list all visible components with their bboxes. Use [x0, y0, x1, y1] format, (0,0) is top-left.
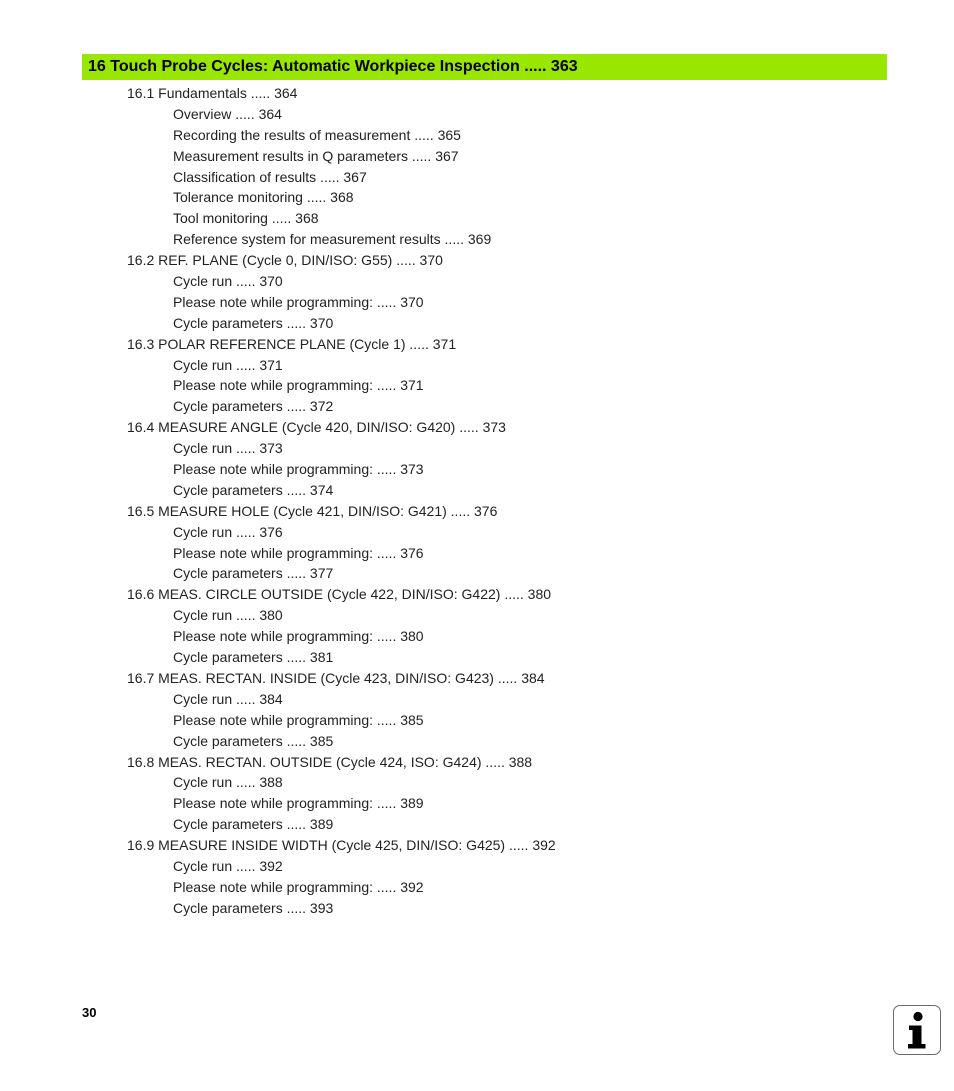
- toc-subsection-entry[interactable]: Overview ..... 364: [173, 105, 282, 122]
- table-of-contents: [0, 83, 954, 919]
- toc-subsection-entry[interactable]: Cycle run ..... 384: [173, 690, 283, 707]
- chapter-heading-bar: [82, 54, 887, 80]
- toc-section-entry[interactable]: 16.8 MEAS. RECTAN. OUTSIDE (Cycle 424, ISO: G424) ..... 388: [127, 753, 533, 770]
- toc-section-entry[interactable]: 16.4 MEASURE ANGLE (Cycle 420, DIN/ISO: G420) ..... 373: [127, 419, 506, 436]
- toc-section-entry[interactable]: 16.3 POLAR REFERENCE PLANE (Cycle 1) ..... 371: [127, 335, 457, 352]
- toc-subsection-entry[interactable]: Classification of results ..... 367: [173, 168, 367, 185]
- toc-section-entry[interactable]: 16.6 MEAS. CIRCLE OUTSIDE (Cycle 422, DIN/ISO: G422) ..... 380: [127, 586, 552, 603]
- toc-subsection-entry[interactable]: Please note while programming: ..... 373: [173, 461, 424, 478]
- toc-subsection-entry[interactable]: Cycle run ..... 392: [173, 857, 283, 874]
- toc-subsection-entry[interactable]: Please note while programming: ..... 380: [173, 628, 424, 645]
- toc-subsection-entry[interactable]: Cycle run ..... 388: [173, 774, 283, 791]
- toc-section-entry[interactable]: 16.2 REF. PLANE (Cycle 0, DIN/ISO: G55) ..... 370: [127, 252, 443, 269]
- toc-subsection-entry[interactable]: Please note while programming: ..... 370: [173, 293, 424, 310]
- toc-section-entry[interactable]: 16.1 Fundamentals ..... 364: [127, 85, 298, 101]
- toc-section-entry[interactable]: 16.9 MEASURE INSIDE WIDTH (Cycle 425, DIN/ISO: G425) ..... 392: [127, 837, 556, 854]
- toc-subsection-entry[interactable]: Cycle parameters ..... 381: [173, 649, 334, 666]
- toc-subsection-entry[interactable]: Please note while programming: ..... 376: [173, 544, 424, 561]
- page-number: 30: [82, 1005, 97, 1020]
- toc-subsection-entry[interactable]: Cycle run ..... 376: [173, 523, 283, 540]
- toc-subsection-entry[interactable]: Please note while programming: ..... 371: [173, 377, 424, 394]
- chapter-title[interactable]: 16 Touch Probe Cycles: Automatic Workpiece Inspection ..... 363: [88, 58, 578, 75]
- toc-subsection-entry[interactable]: Please note while programming: ..... 392: [173, 878, 424, 895]
- toc-subsection-entry[interactable]: Tolerance monitoring ..... 368: [173, 189, 354, 206]
- toc-subsection-entry[interactable]: Tool monitoring ..... 368: [173, 210, 319, 227]
- toc-subsection-entry[interactable]: Recording the results of measurement ..... 365: [173, 126, 461, 143]
- toc-subsection-entry[interactable]: Cycle parameters ..... 385: [173, 732, 334, 749]
- toc-subsection-entry[interactable]: Please note while programming: ..... 389: [173, 795, 424, 812]
- toc-subsection-entry[interactable]: Cycle parameters ..... 393: [173, 899, 334, 916]
- info-icon: [893, 1005, 941, 1055]
- toc-subsection-entry[interactable]: Cycle parameters ..... 372: [173, 398, 334, 415]
- toc-subsection-entry[interactable]: Cycle parameters ..... 377: [173, 565, 334, 582]
- toc-section-entry[interactable]: 16.5 MEASURE HOLE (Cycle 421, DIN/ISO: G421) ..... 376: [127, 502, 498, 519]
- toc-subsection-entry[interactable]: Cycle run ..... 380: [173, 607, 283, 624]
- toc-section-entry[interactable]: 16.7 MEAS. RECTAN. INSIDE (Cycle 423, DIN/ISO: G423) ..... 384: [127, 669, 545, 686]
- toc-subsection-entry[interactable]: Cycle run ..... 370: [173, 273, 283, 290]
- toc-subsection-entry[interactable]: Cycle parameters ..... 374: [173, 481, 334, 498]
- toc-subsection-entry[interactable]: Reference system for measurement results ..... 369: [173, 231, 492, 248]
- toc-subsection-entry[interactable]: Cycle run ..... 373: [173, 440, 283, 457]
- toc-subsection-entry[interactable]: Cycle parameters ..... 389: [173, 816, 334, 833]
- toc-subsection-entry[interactable]: Please note while programming: ..... 385: [173, 711, 424, 728]
- toc-subsection-entry[interactable]: Cycle run ..... 371: [173, 356, 283, 373]
- toc-subsection-entry[interactable]: Measurement results in Q parameters ..... 367: [173, 147, 459, 164]
- toc-subsection-entry[interactable]: Cycle parameters ..... 370: [173, 314, 334, 331]
